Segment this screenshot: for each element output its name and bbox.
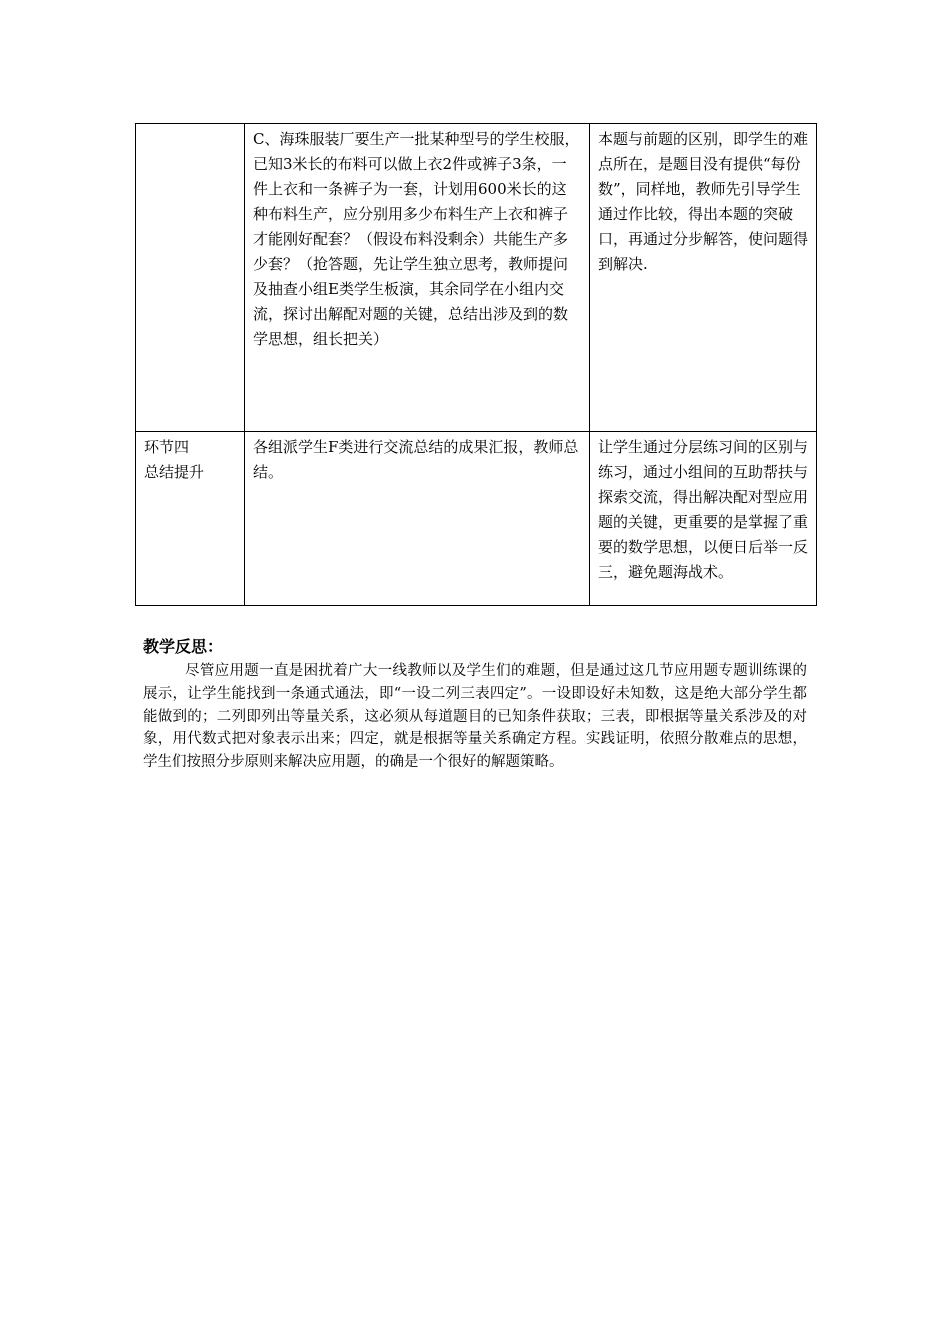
activity-cell: 各组派学生F类进行交流总结的成果汇报，教师总结。	[245, 432, 590, 606]
stage-label: 环节四	[144, 438, 190, 456]
purpose-cell: 让学生通过分层练习间的区别与练习，通过小组间的互助帮扶与探索交流，得出解决配对型应用题的关键，更重要的是掌握了重要的数学思想，以便日后举一反三，避免题海战术。	[590, 432, 817, 606]
table-row	[136, 432, 817, 606]
reflection-paragraph: 尽管应用题一直是困扰着广大一线教师以及学生们的难题，但是通过这几节应用题专题训练课的展示，让学生能找到一条通式通法，即“一设二列三表四定”。一设即设好未知数，这是绝大部分学生都能做到的；二列即列出等量关系，这必须从每道题目的已知条件获取；三表，即根据等量关系涉及的对象，用代数式把对象表示出来；四定，就是根据等量关系确定方程。实践证明，依照分散难点的思想，学生们按照分步原则来解决应用题，的确是一个很好的解题策略。	[143, 663, 807, 771]
stage-cell	[136, 124, 245, 432]
stage-cell	[136, 432, 245, 606]
lesson-plan-table	[135, 123, 817, 606]
reflection-heading: 教学反思：	[143, 637, 224, 656]
table-row	[136, 124, 817, 432]
activity-cell: C、海珠服装厂要生产一批某种型号的学生校服，已知3米长的布料可以做上衣2件或裤子3条，一件上衣和一条裤子为一套，计划用600米长的这种布料生产，应分别用多少布料生产上衣和裤子才能刚好配套？（假设布料没剩余）共能生产多少套？（抢答题，先让学生独立思考，教师提问及抽查小组E类学生板演，其余同学在小组内交流，探讨出解配对题的关键，总结出涉及到的数学思想，组长把关）	[245, 124, 590, 432]
stage-title: 总结提升	[144, 463, 205, 481]
purpose-cell: 本题与前题的区别，即学生的难点所在，是题目没有提供“每份数”，同样地，教师先引导学生通过作比较，得出本题的突破口，再通过分步解答，使问题得到解决.	[590, 124, 817, 432]
